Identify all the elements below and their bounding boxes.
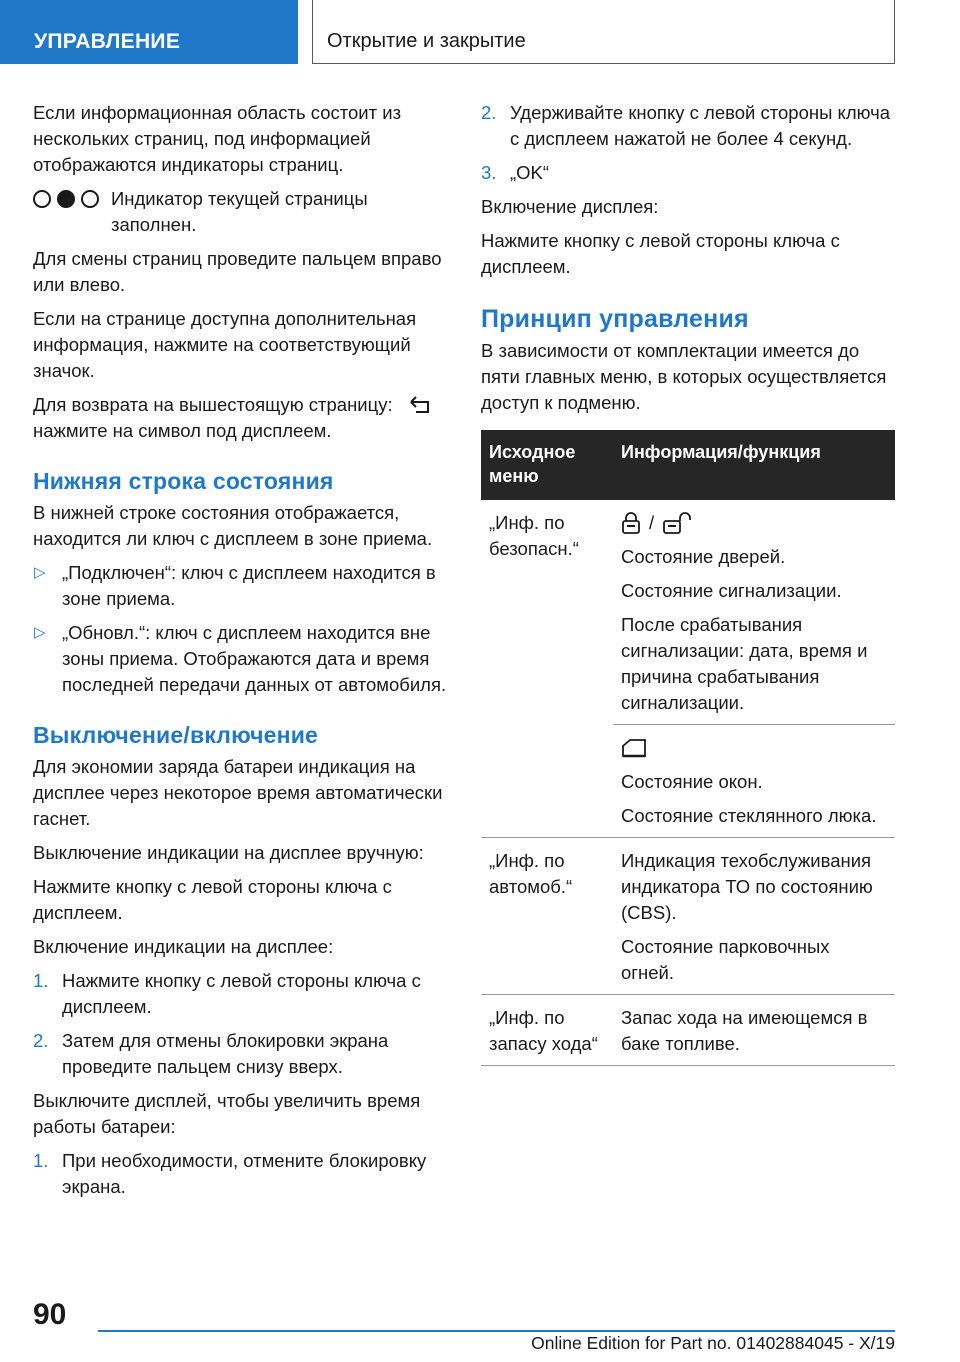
chapter-header: Открытие и закрытие [312, 0, 895, 64]
list-item-text: „Обновл.“: ключ с дисплеем находится вне зоны приема. Отображаются дата и время последней передачи данных от автомобиля. [62, 622, 447, 695]
paragraph: После срабатывания сигнализации: дата, время и причина срабатывания сигнализации. [621, 614, 868, 713]
paragraph: Нажмите кнопку с левой стороны ключа с дисплеем. [481, 230, 840, 277]
list-item-text: „Подключен“: ключ с дисплеем находится в зоне приема. [62, 562, 436, 609]
paragraph: Если на странице доступна дополнительная информация, нажмите на соответствующий значок. [33, 308, 417, 381]
window-icon [621, 738, 647, 758]
paragraph: нажмите на символ под дисплеем. [33, 420, 332, 441]
numbered-step [33, 1028, 447, 1080]
list-item [33, 560, 447, 612]
paragraph-text: Для возврата на вышестоящую страницу: [33, 394, 393, 415]
paragraph: Включение индикации на дисплее: [33, 936, 334, 957]
step-text: При необходимости, отмените блокировку экрана. [62, 1150, 427, 1197]
table-cell: „Инф. по безопасн.“ [481, 500, 613, 838]
numbered-step [33, 968, 447, 1020]
table-header-row [481, 430, 895, 500]
step-text: „OK“ [510, 162, 550, 183]
footer-edition: Online Edition for Part no. 01402884045 - X/19 [531, 1333, 895, 1353]
paragraph [33, 392, 447, 418]
heading-on-off: Выключение/включение [33, 722, 319, 748]
paragraph: Для экономии заряда батареи индикация на дисплее через некоторое время автоматически гаснет. [33, 756, 443, 829]
right-column [481, 100, 895, 1066]
numbered-step [33, 1148, 447, 1200]
paragraph: Нажмите кнопку с левой стороны ключа с дисплеем. [33, 876, 392, 923]
table-row [481, 995, 895, 1066]
column-header: Исходное меню [481, 430, 613, 500]
paragraph: Запас хода на имеющемся в баке топливе. [621, 1007, 868, 1054]
slash-separator: / [649, 512, 655, 533]
page-number: 90 [33, 1298, 67, 1331]
paragraph: Индикация техобслуживания индикатора ТО по состоянию (CBS). [621, 850, 873, 923]
menu-table [481, 430, 895, 1066]
paragraph: В нижней строке состояния отображается, находится ли ключ с дисплеем в зоне приема. [33, 502, 433, 549]
paragraph: Состояние сигнализации. [621, 580, 842, 601]
paragraph: Состояние стеклянного люка. [621, 805, 877, 826]
step-text: Удерживайте кнопку с левой стороны ключа с дисплеем нажатой не более 4 секунд. [510, 102, 891, 149]
paragraph: Состояние окон. [621, 771, 763, 792]
bullet-icon: ▷ [34, 624, 46, 641]
page-indicator-row [33, 186, 447, 238]
table-cell [613, 500, 895, 725]
paragraph: Индикатор текущей страницы заполнен. [111, 188, 368, 235]
paragraph: Выключите дисплей, чтобы увеличить время работы батареи: [33, 1090, 421, 1137]
step-number: 1. [33, 1150, 49, 1171]
heading-principle: Принцип управления [481, 305, 749, 333]
bullet-icon: ▷ [34, 564, 46, 581]
table-cell [613, 838, 895, 995]
page-indicator-dots-icon [33, 190, 99, 208]
table-cell: „Инф. по запасу хода“ [481, 995, 613, 1066]
table-cell: „Инф. по автомоб.“ [481, 838, 613, 995]
step-number: 3. [481, 162, 497, 183]
step-number: 1. [33, 970, 49, 991]
list-item [33, 620, 447, 698]
paragraph: В зависимости от комплектации имеется до пяти главных меню, в которых осуществляется доступ к подменю. [481, 340, 887, 413]
back-arrow-icon [408, 396, 432, 416]
paragraph: Если информационная область состоит из нескольких страниц, под информацией отображаются индикаторы страниц. [33, 102, 402, 175]
section-header: УПРАВЛЕНИЕ [0, 0, 298, 64]
lock-icons [621, 510, 887, 536]
paragraph: Состояние парковочных огней. [621, 936, 830, 983]
paragraph: Состояние дверей. [621, 546, 786, 567]
column-header: Информация/функция [613, 430, 895, 500]
step-number: 2. [33, 1030, 49, 1051]
step-number: 2. [481, 102, 497, 123]
step-text: Затем для отмены блокировки экрана проведите пальцем снизу вверх. [62, 1030, 389, 1077]
table-row [481, 500, 895, 725]
table-cell [613, 725, 895, 838]
table-cell [613, 995, 895, 1066]
lock-closed-icon [621, 512, 641, 534]
paragraph: Для смены страниц проведите пальцем вправо или влево. [33, 248, 442, 295]
left-column [33, 100, 447, 1208]
heading-status-bar: Нижняя строка состояния [33, 468, 334, 494]
table-row [481, 838, 895, 995]
lock-open-icon [662, 512, 692, 534]
paragraph: Выключение индикации на дисплее вручную: [33, 842, 424, 863]
numbered-step [481, 160, 895, 186]
footer-divider [98, 1330, 895, 1332]
paragraph: Включение дисплея: [481, 196, 659, 217]
numbered-step [481, 100, 895, 152]
step-text: Нажмите кнопку с левой стороны ключа с дисплеем. [62, 970, 421, 1017]
